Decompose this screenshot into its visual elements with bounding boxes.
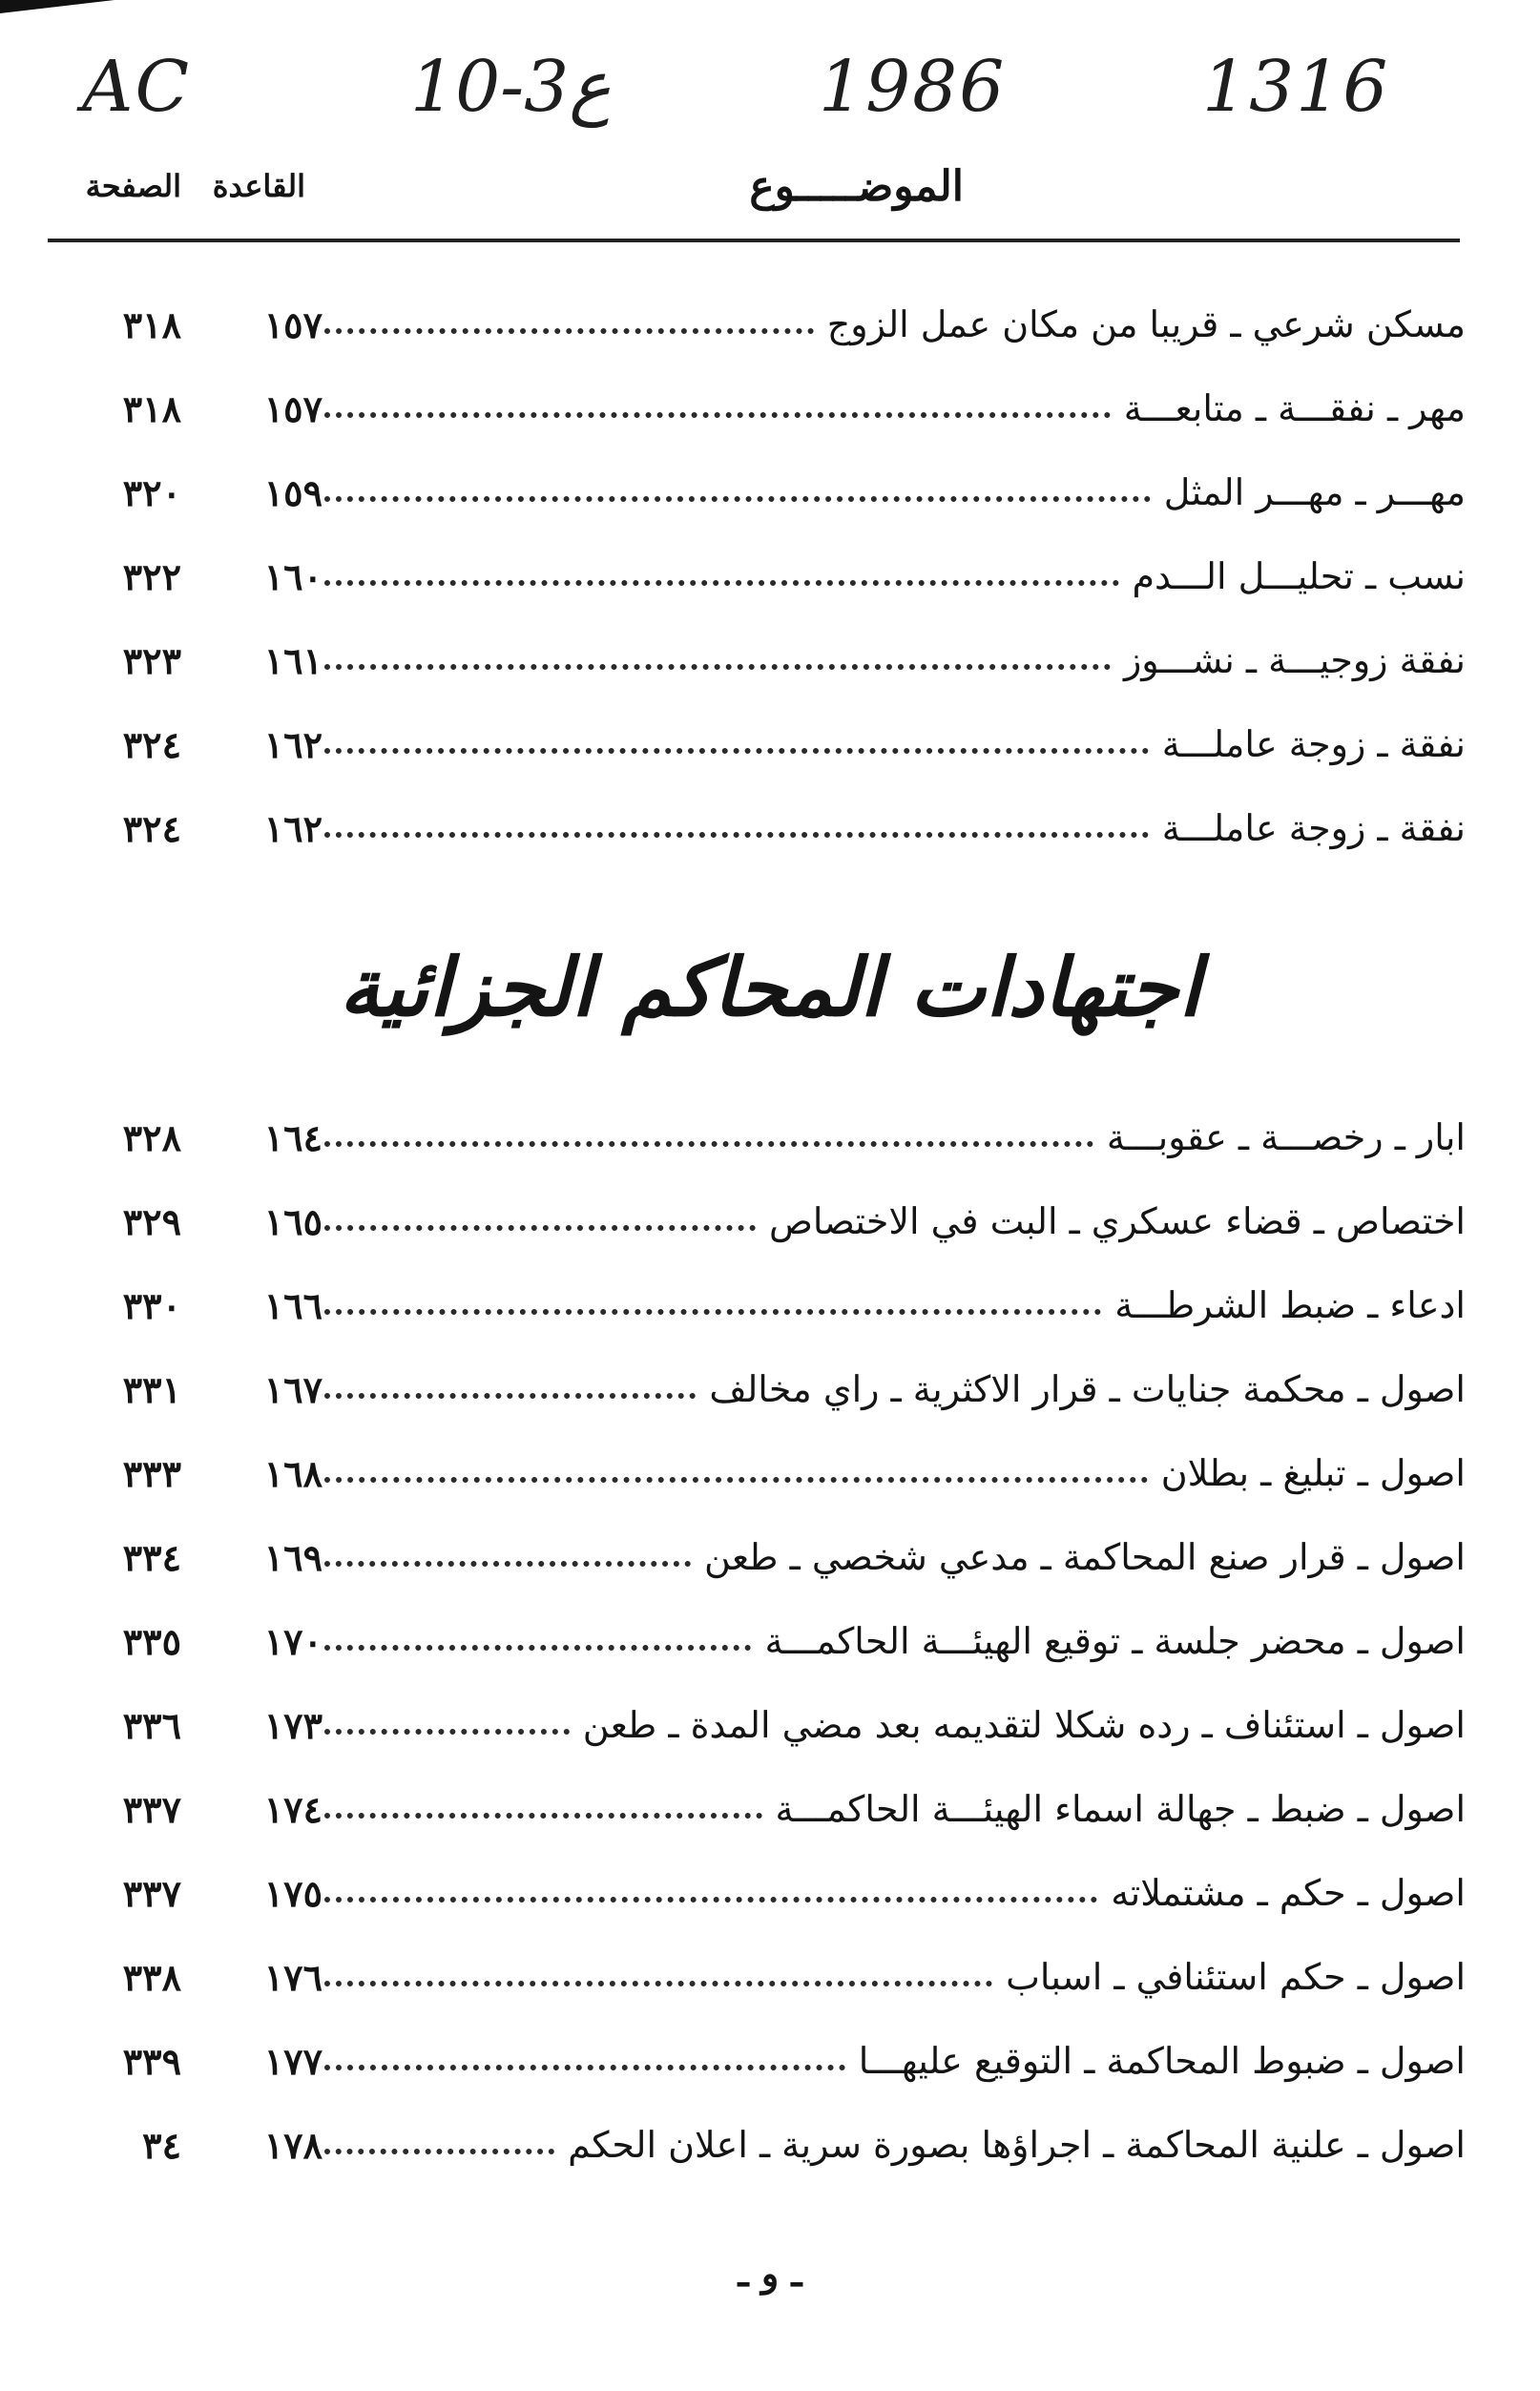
- index-list-bottom: [0, 1099, 1540, 2191]
- index-list-top: [0, 286, 1540, 874]
- entry-rule-number: ١٦٠: [263, 555, 323, 598]
- entry-page-number: ٣٢٢: [122, 555, 181, 598]
- entry-topic: اختصاص ـ قضاء عسكري ـ البت في الاختصاص: [768, 1200, 1466, 1242]
- index-entry: [0, 1603, 1540, 1687]
- header-divider: [48, 239, 1460, 242]
- entry-topic: اصول ـ علنية المحاكمة ـ اجراؤها بصورة سرية ـ اعلان الحكم: [568, 2124, 1466, 2166]
- entry-rule-number: ١٦٩: [263, 1536, 323, 1579]
- dot-leader: [324, 1799, 762, 1819]
- dot-leader: [324, 2051, 845, 2070]
- entry-topic: اصول ـ ضبوط المحاكمة ـ التوقيع عليهـــا: [858, 2040, 1466, 2082]
- dot-leader: [324, 1128, 1093, 1147]
- entry-rule-number: ١٧٤: [263, 1788, 323, 1831]
- entry-page-number: ٣٣٧: [122, 1788, 181, 1831]
- dot-leader: [324, 1212, 756, 1231]
- index-entry: [0, 1183, 1540, 1267]
- entry-page-number: ٣١٨: [122, 303, 181, 346]
- entry-page-number: ٣٣٤: [122, 1536, 181, 1579]
- entry-topic: نفقة ـ زوجة عاملـــة: [1161, 723, 1466, 765]
- entry-page-number: ٣٣٨: [122, 1956, 181, 1999]
- entry-rule-number: ١٦٨: [263, 1452, 323, 1495]
- column-header-row: [48, 162, 1460, 229]
- index-entry: [0, 622, 1540, 706]
- dot-leader: [324, 483, 1151, 502]
- column-header-rule: القاعدة: [212, 168, 305, 204]
- entry-topic: اصول ـ قرار صنع المحاكمة ـ مدعي شخصي ـ طعن: [704, 1536, 1466, 1578]
- entry-topic: نفقة زوجيـــة ـ نشـــوز: [1123, 639, 1466, 681]
- entry-page-number: ٣٣٣: [122, 1452, 181, 1495]
- column-header-page: الصفحة: [85, 168, 181, 204]
- entry-page-number: ٣٢٩: [122, 1200, 181, 1243]
- index-entry: [0, 1771, 1540, 1855]
- entry-rule-number: ١٧٨: [263, 2124, 323, 2167]
- dot-leader: [324, 651, 1111, 670]
- entry-rule-number: ١٧٦: [263, 1956, 323, 1999]
- entry-rule-number: ١٧٧: [263, 2040, 323, 2083]
- dot-leader: [324, 1380, 696, 1399]
- dot-leader: [324, 1296, 1101, 1315]
- index-entry: [0, 538, 1540, 622]
- index-entry: [0, 1435, 1540, 1519]
- entry-rule-number: ١٦٤: [263, 1116, 323, 1159]
- handwritten-note-year-hijri: 1316: [1202, 46, 1390, 128]
- entry-topic: اصول ـ محكمة جنايات ـ قرار الاكثرية ـ راي مخالف: [709, 1368, 1466, 1410]
- index-entry: [0, 2023, 1540, 2107]
- entry-rule-number: ١٥٧: [263, 303, 323, 346]
- entry-topic: اصول ـ تبليغ ـ بطلان: [1160, 1452, 1466, 1494]
- dot-leader: [324, 315, 814, 334]
- dot-leader: [324, 1715, 570, 1735]
- dot-leader: [324, 1632, 751, 1651]
- entry-rule-number: ١٧٥: [263, 1872, 323, 1915]
- index-entry: [0, 2107, 1540, 2191]
- column-header-topic: الموضـــــوع: [749, 162, 964, 211]
- entry-topic: مهر ـ نفقـــة ـ متابعـــة: [1123, 387, 1466, 429]
- index-entry: [0, 286, 1540, 370]
- section-heading: اجتهادات المحاكم الجزائية: [339, 940, 1201, 1034]
- entry-page-number: ٣٣٧: [122, 1872, 181, 1915]
- entry-topic: اصول ـ ضبط ـ جهالة اسماء الهيئـــة الحاكمـــة: [775, 1788, 1466, 1830]
- entry-page-number: ٣٣٥: [122, 1620, 181, 1663]
- handwritten-note-issue: 10-3ع: [410, 46, 612, 128]
- entry-topic: نفقة ـ زوجة عاملـــة: [1161, 807, 1466, 849]
- dot-leader: [324, 735, 1149, 754]
- entry-page-number: ٣٣٦: [122, 1704, 181, 1747]
- index-entry: [0, 706, 1540, 790]
- entry-page-number: ٣٣٩: [122, 2040, 181, 2083]
- entry-topic: مسكن شرعي ـ قريبا من مكان عمل الزوج: [826, 303, 1466, 345]
- handwritten-note-year-gregorian: 1986: [819, 46, 1007, 128]
- entry-topic: ابار ـ رخصـــة ـ عقوبـــة: [1106, 1116, 1466, 1158]
- entry-topic: اصول ـ محضر جلسة ـ توقيع الهيئـــة الحاكمـــة: [764, 1620, 1466, 1662]
- entry-rule-number: ١٦١: [263, 639, 323, 682]
- entry-page-number: ٣٢٤: [122, 723, 181, 766]
- entry-rule-number: ١٦٢: [263, 723, 323, 766]
- index-entry: [0, 370, 1540, 454]
- dot-leader: [324, 1464, 1148, 1483]
- entry-topic: اصول ـ حكم ـ مشتملاته: [1111, 1872, 1466, 1914]
- index-entry: [0, 1687, 1540, 1771]
- entry-topic: اصول ـ استئناف ـ رده شكلا لتقديمه بعد مضي المدة ـ طعن: [582, 1704, 1466, 1746]
- entry-page-number: ٣٢٠: [122, 471, 181, 514]
- entry-page-number: ٣٢٤: [122, 807, 181, 850]
- entry-rule-number: ١٦٢: [263, 807, 323, 850]
- dot-leader: [324, 1967, 992, 1986]
- dot-leader: [324, 1548, 691, 1567]
- entry-page-number: ٣٢٣: [122, 639, 181, 682]
- handwritten-note-code: AC: [82, 46, 192, 128]
- entry-topic: نسب ـ تحليـــل الـــدم: [1132, 555, 1466, 597]
- page-marker: ـ و ـ: [738, 2252, 802, 2295]
- index-entry: [0, 1351, 1540, 1435]
- entry-page-number: ٣٢٨: [122, 1116, 181, 1159]
- entry-topic: ادعاء ـ ضبط الشرطـــة: [1114, 1284, 1466, 1326]
- entry-topic: اصول ـ حكم استئنافي ـ اسباب: [1006, 1956, 1466, 1998]
- entry-page-number: ٣١٨: [122, 387, 181, 430]
- dot-leader: [324, 567, 1119, 586]
- scan-edge-mark: [0, 0, 114, 13]
- entry-rule-number: ١٦٥: [263, 1200, 323, 1243]
- index-entry: [0, 1939, 1540, 2023]
- entry-rule-number: ١٦٧: [263, 1368, 323, 1411]
- entry-rule-number: ١٦٦: [263, 1284, 323, 1327]
- index-entry: [0, 1519, 1540, 1603]
- entry-topic: مهـــر ـ مهـــر المثل: [1163, 471, 1466, 513]
- index-entry: [0, 1267, 1540, 1351]
- index-entry: [0, 790, 1540, 874]
- dot-leader: [324, 1883, 1097, 1902]
- entry-page-number: ٣٣١: [122, 1368, 181, 1411]
- entry-rule-number: ١٧٠: [263, 1620, 323, 1663]
- entry-rule-number: ١٥٩: [263, 471, 323, 514]
- dot-leader: [324, 819, 1149, 838]
- entry-rule-number: ١٧٣: [263, 1704, 323, 1747]
- index-entry: [0, 454, 1540, 538]
- dot-leader: [324, 399, 1111, 418]
- entry-rule-number: ١٥٧: [263, 387, 323, 430]
- dot-leader: [324, 2135, 554, 2154]
- index-entry: [0, 1855, 1540, 1939]
- index-entry: [0, 1099, 1540, 1183]
- entry-page-number: ٣٣٠: [122, 1284, 181, 1327]
- entry-page-number: ٣٤: [142, 2124, 181, 2167]
